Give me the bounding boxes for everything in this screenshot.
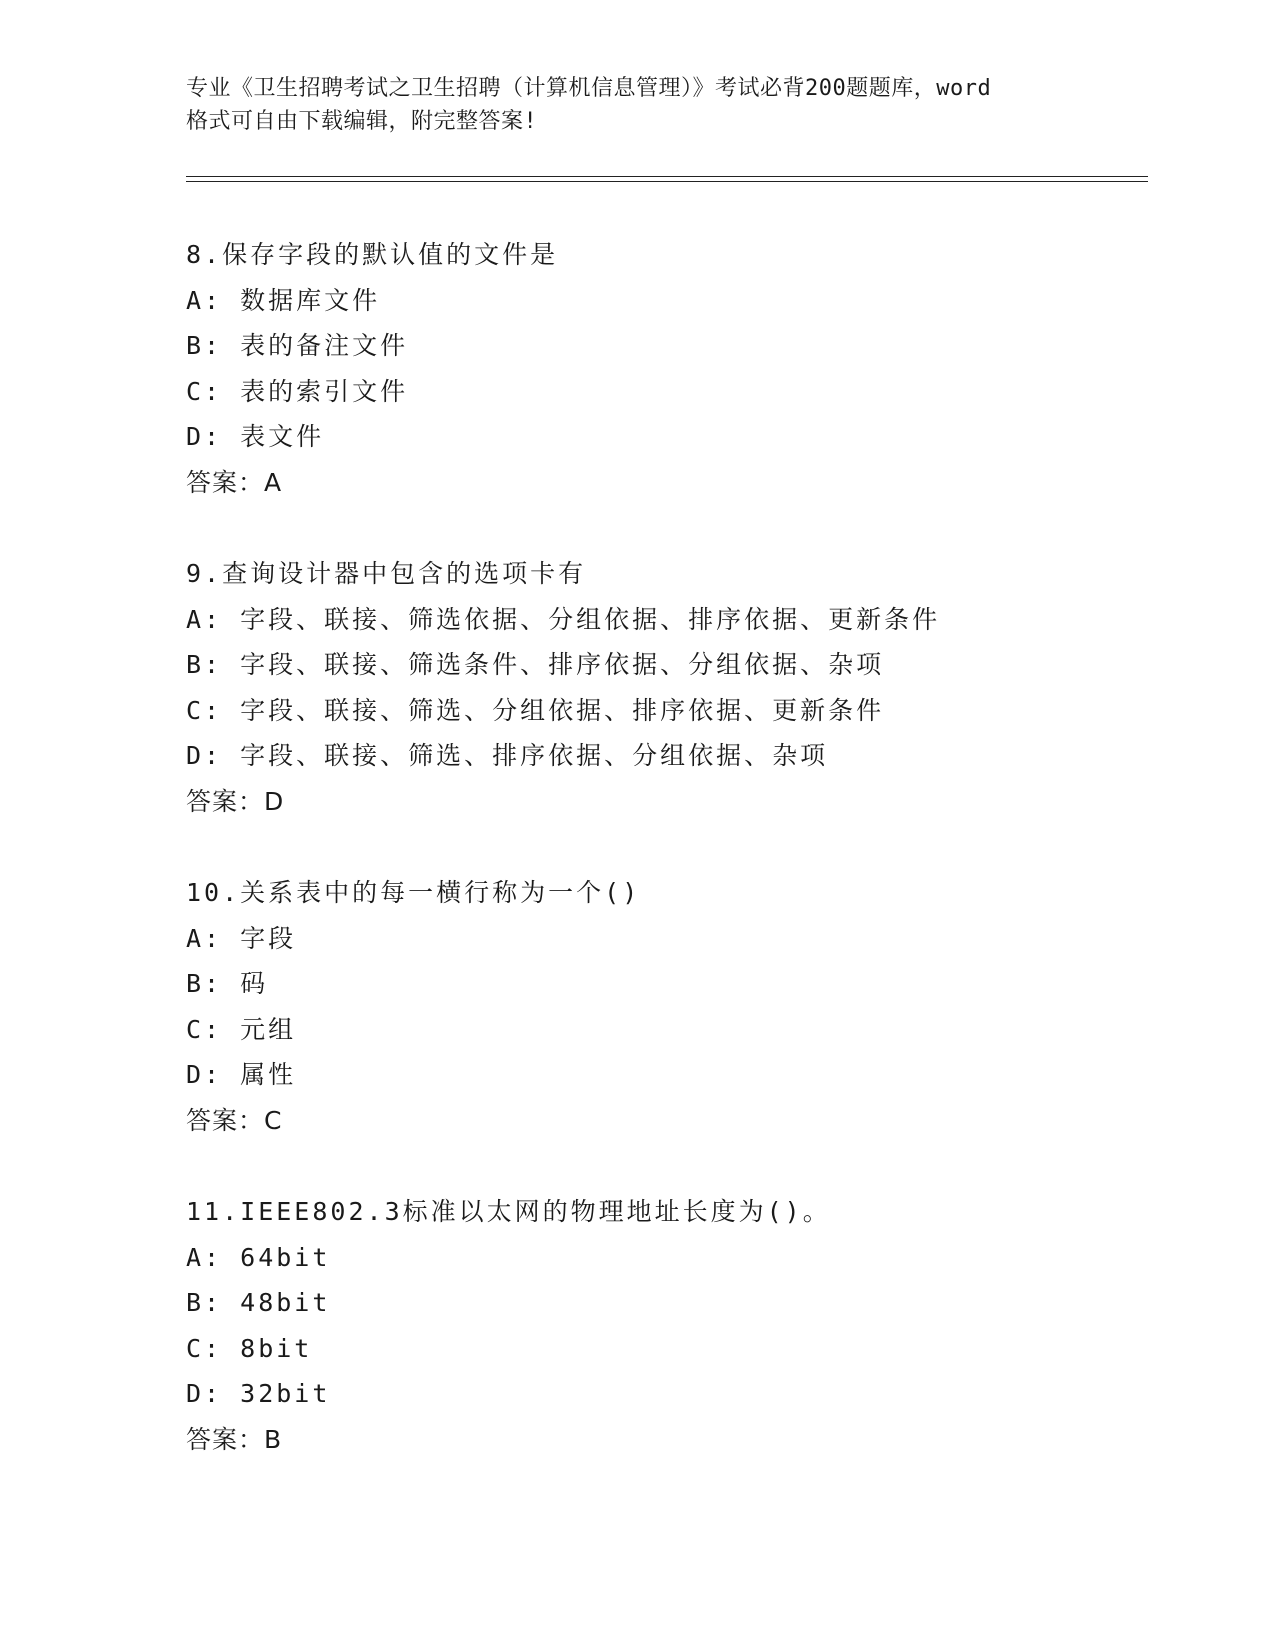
option-b: B: 表的备注文件 [186,331,409,360]
option-b: B: 码 [186,969,269,998]
option-a: A: 数据库文件 [186,285,381,315]
question-stem: 9.查询设计器中包含的选项卡有 [186,559,587,588]
question-stem: 10.关系表中的每一横行称为一个() [186,878,641,907]
question-stem: 11.IEEE802.3标准以太网的物理地址长度为()。 [186,1197,831,1226]
option-d: D: 属性 [186,1060,297,1089]
option-c: C: 字段、联接、筛选、分组依据、排序依据、更新条件 [186,695,885,725]
header-line-2: 格式可自由下载编辑，附完整答案! [186,109,538,134]
question-block [186,1189,1186,1462]
answer-line: 答案：A [186,467,283,497]
header-line-1: 专业《卫生招聘考试之卫生招聘（计算机信息管理）》考试必背200题题库，word [186,76,992,101]
answer-line: 答案：B [186,1424,283,1454]
option-d: D: 表文件 [186,422,325,451]
question-block [186,870,1186,1143]
option-b: B: 48bit [186,1288,331,1317]
answer-line: 答案：D [186,786,285,816]
option-c: C: 表的索引文件 [186,376,409,406]
header-divider-bottom [186,181,1148,182]
question-block [186,232,1186,505]
option-a: A: 字段、联接、筛选依据、分组依据、排序依据、更新条件 [186,604,941,634]
header-divider-top [186,176,1148,177]
question-block [186,551,1186,824]
option-b: B: 字段、联接、筛选条件、排序依据、分组依据、杂项 [186,650,885,679]
option-a: A: 字段 [186,923,297,953]
option-c: C: 8bit [186,1333,313,1363]
option-a: A: 64bit [186,1242,331,1272]
option-c: C: 元组 [186,1014,297,1044]
question-stem: 8.保存字段的默认值的文件是 [186,240,559,269]
document-header [186,72,1086,138]
option-d: D: 字段、联接、筛选、排序依据、分组依据、杂项 [186,741,829,770]
answer-line: 答案：C [186,1105,283,1135]
option-d: D: 32bit [186,1379,331,1408]
